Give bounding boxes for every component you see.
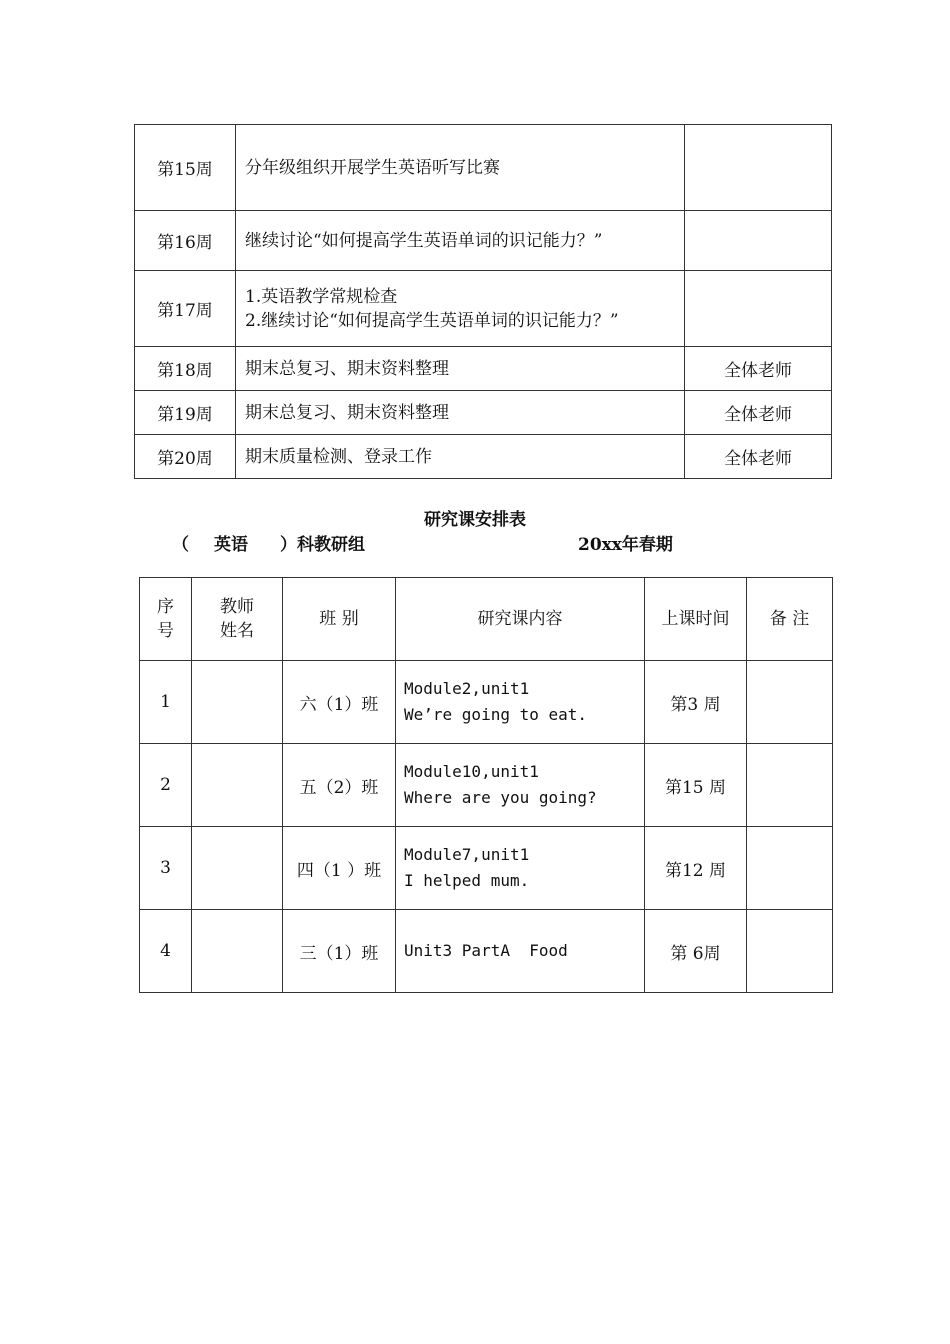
table-row (135, 125, 832, 211)
note-cell (747, 744, 833, 827)
header-note: 备 注 (747, 578, 833, 661)
table-row (140, 910, 833, 993)
header-index: 序号 (140, 578, 192, 661)
activity-cell (236, 347, 685, 391)
content-line: Module2,unit1 (404, 679, 530, 698)
table-row (140, 744, 833, 827)
teacher-cell (192, 661, 283, 744)
group-prefix: （ (172, 535, 189, 555)
teacher-cell (192, 827, 283, 910)
activity-cell (236, 211, 685, 271)
time-cell: 第12 周 (645, 827, 747, 910)
content-line: Unit3 PartA Food (404, 941, 568, 960)
note-cell (747, 827, 833, 910)
header-teacher: 教师姓名 (192, 578, 283, 661)
index-cell: 1 (140, 661, 192, 744)
person-cell: 全体老师 (685, 435, 832, 479)
group-suffix: ）科教研组 (280, 535, 365, 555)
activity-line: 期末质量检测、登录工作 (245, 446, 432, 467)
header-time: 上课时间 (645, 578, 747, 661)
note-cell (747, 910, 833, 993)
content-cell (396, 661, 645, 744)
content-line: Where are you going? (404, 788, 597, 807)
content-line: Module10,unit1 (404, 762, 539, 781)
activity-line: 期末总复习、期末资料整理 (245, 402, 449, 423)
table-row (135, 271, 832, 347)
week-cell: 第16周 (135, 211, 236, 271)
header-class: 班 别 (283, 578, 396, 661)
activity-cell (236, 271, 685, 347)
content-line: I helped mum. (404, 871, 530, 890)
content-line: We’re going to eat. (404, 705, 588, 724)
time-cell: 第15 周 (645, 744, 747, 827)
activity-line: 分年级组织开展学生英语听写比赛 (245, 157, 500, 178)
activity-line: 2.继续讨论“如何提高学生英语单词的识记能力？” (245, 310, 619, 331)
class-cell: 六（1）班 (283, 661, 396, 744)
header-row (140, 578, 833, 661)
activity-schedule-table (134, 124, 832, 479)
table-row (140, 661, 833, 744)
week-cell: 第15周 (135, 125, 236, 211)
term-label: 20xx年春期 (578, 535, 673, 555)
teacher-cell (192, 744, 283, 827)
table-row (135, 391, 832, 435)
activity-line: 继续讨论“如何提高学生英语单词的识记能力？” (245, 230, 603, 251)
person-cell: 全体老师 (685, 391, 832, 435)
research-table-title: 研究课安排表 (424, 510, 526, 530)
class-cell: 三（1）班 (283, 910, 396, 993)
person-cell (685, 271, 832, 347)
class-cell: 五（2）班 (283, 744, 396, 827)
table-row (135, 347, 832, 391)
week-cell: 第20周 (135, 435, 236, 479)
week-cell: 第18周 (135, 347, 236, 391)
table-row (135, 211, 832, 271)
header-content: 研究课内容 (396, 578, 645, 661)
activity-cell (236, 125, 685, 211)
research-lesson-table (139, 577, 833, 993)
content-cell (396, 827, 645, 910)
content-line: Module7,unit1 (404, 845, 530, 864)
class-cell: 四（1 ）班 (283, 827, 396, 910)
activity-cell (236, 435, 685, 479)
person-cell: 全体老师 (685, 347, 832, 391)
index-cell: 2 (140, 744, 192, 827)
content-cell (396, 744, 645, 827)
index-cell: 3 (140, 827, 192, 910)
content-cell (396, 910, 645, 993)
week-cell: 第19周 (135, 391, 236, 435)
index-cell: 4 (140, 910, 192, 993)
person-cell (685, 125, 832, 211)
person-cell (685, 211, 832, 271)
activity-cell (236, 391, 685, 435)
teacher-cell (192, 910, 283, 993)
table-row (135, 435, 832, 479)
activity-line: 期末总复习、期末资料整理 (245, 358, 449, 379)
table-row (140, 827, 833, 910)
time-cell: 第3 周 (645, 661, 747, 744)
week-cell: 第17周 (135, 271, 236, 347)
activity-line: 1.英语教学常规检查 (245, 286, 398, 307)
subject-name: 英语 (214, 535, 248, 555)
time-cell: 第 6周 (645, 910, 747, 993)
note-cell (747, 661, 833, 744)
